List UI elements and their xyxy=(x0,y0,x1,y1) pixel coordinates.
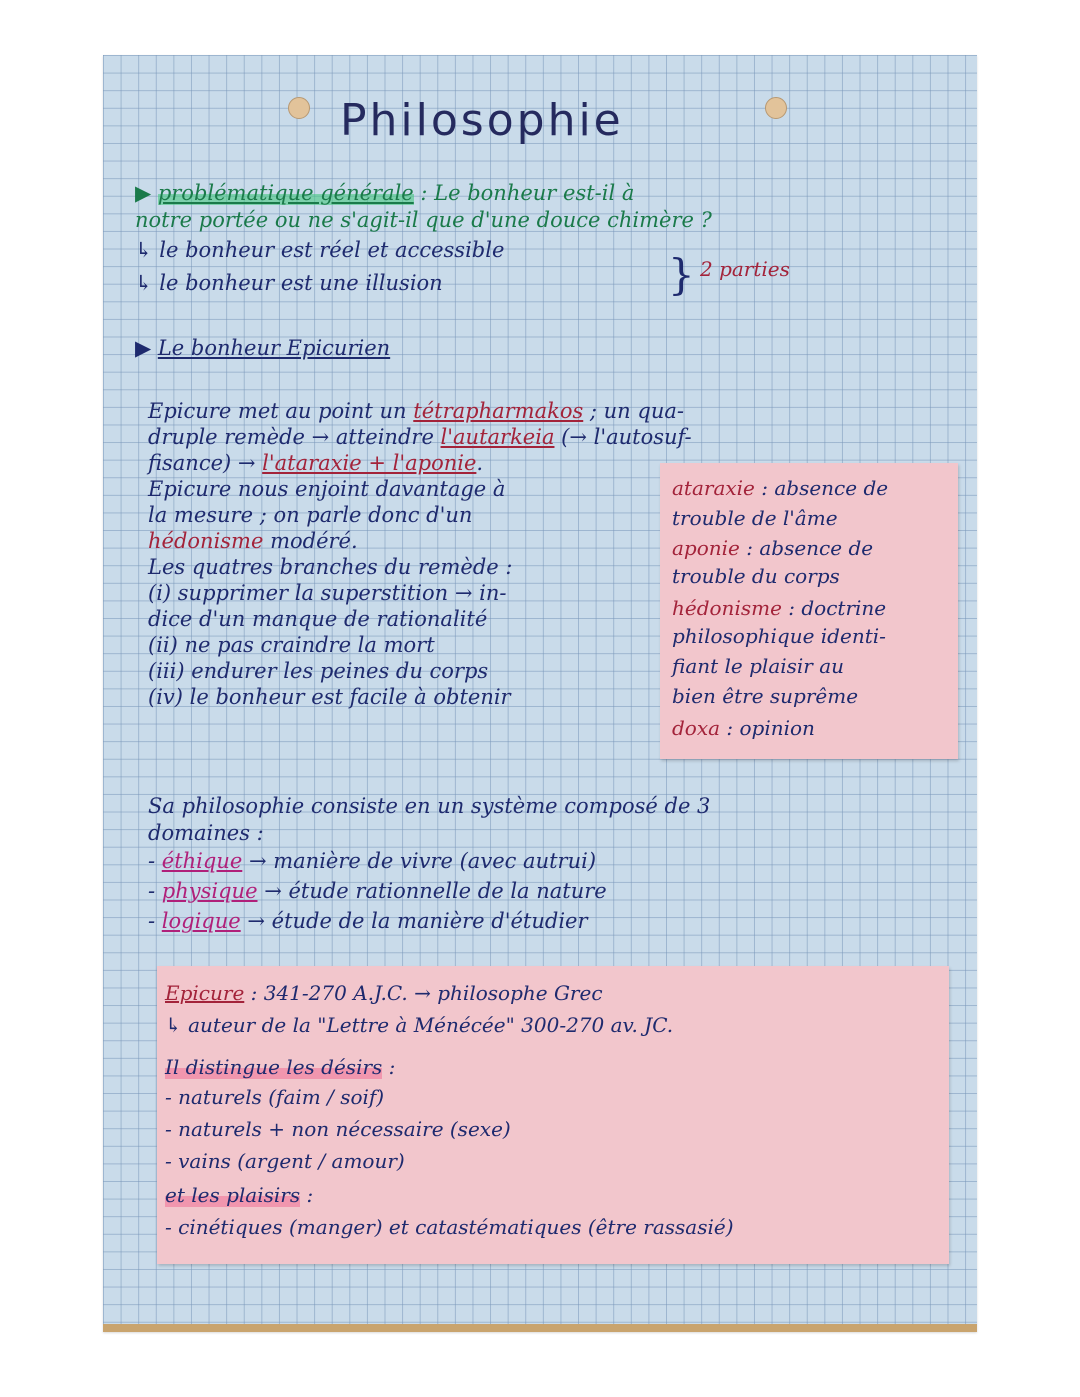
term-ataraxie-aponie: l'ataraxie + l'aponie xyxy=(262,451,477,475)
desir-item-3: - vains (argent / amour) xyxy=(165,1149,405,1173)
body-line-6 xyxy=(148,528,358,554)
body-line-5: la mesure ; on parle donc d'un xyxy=(148,503,473,527)
list-dash: - xyxy=(148,879,162,903)
page-title: Philosophie xyxy=(340,95,624,146)
text-segment: fisance) → xyxy=(148,451,263,475)
desir-item-1: - naturels (faim / soif) xyxy=(165,1085,385,1109)
desirs-intro xyxy=(165,1054,395,1080)
domain-desc: → étude de la manière d'étudier xyxy=(240,909,588,933)
text-segment: modéré. xyxy=(263,529,358,553)
parts-note: 2 parties xyxy=(700,257,790,281)
colon: : xyxy=(300,1183,314,1207)
body-line-12: (iv) le bonheur est facile à obtenir xyxy=(148,685,511,709)
problematique-label: problématique générale xyxy=(157,181,414,205)
def-line-5 xyxy=(672,595,886,621)
desir-item-2: - naturels + non nécessaire (sexe) xyxy=(165,1117,511,1141)
section-1-heading-line xyxy=(135,335,390,361)
body-line-11: (iii) endurer les peines du corps xyxy=(148,659,489,683)
text-segment: druple remède → atteindre xyxy=(148,425,441,449)
plaisirs-item: - cinétiques (manger) et catastématiques (être rassasié) xyxy=(165,1215,734,1239)
domain-item-logique xyxy=(148,908,588,934)
domain-name: éthique xyxy=(161,849,243,873)
body-line-9: dice d'un manque de rationalité xyxy=(148,607,488,631)
def-line-9 xyxy=(672,715,815,741)
list-dash: - xyxy=(148,849,162,873)
def-line-8: bien être suprême xyxy=(672,684,859,708)
def-line-1 xyxy=(672,475,888,501)
def-line-4: trouble du corps xyxy=(672,564,840,588)
epicure-author: ↳ auteur de la "Lettre à Ménécée" 300-270 av. JC. xyxy=(165,1013,674,1037)
def-term: hédonisme xyxy=(672,596,782,620)
domain-item-ethique xyxy=(148,848,596,874)
punch-hole-left xyxy=(288,97,310,119)
paper-bottom-edge xyxy=(103,1324,977,1332)
def-term: aponie xyxy=(672,536,740,560)
def-line-7: fiant le plaisir au xyxy=(672,654,845,678)
triangle-bullet-icon: ▶ xyxy=(135,181,158,205)
def-term: doxa xyxy=(672,716,721,740)
body-line-1 xyxy=(148,398,684,424)
section-2-intro-2: domaines : xyxy=(148,821,264,845)
definitions-sticky-note xyxy=(660,463,958,759)
def-line-2: trouble de l'âme xyxy=(672,506,838,530)
text-segment: ; un qua- xyxy=(583,399,684,423)
problematique-text-1: : Le bonheur est-il à xyxy=(413,181,635,205)
epicure-dates: : 341-270 A.J.C. → philosophe Grec xyxy=(244,981,603,1005)
colon: : xyxy=(382,1055,396,1079)
def-line-6: philosophique identi- xyxy=(672,624,886,648)
problematique-line-1 xyxy=(135,180,634,206)
body-line-7: Les quatres branches du remède : xyxy=(148,555,513,579)
domain-item-physique xyxy=(148,878,607,904)
def-text: : absence de xyxy=(754,476,889,500)
domain-desc: → manière de vivre (avec autrui) xyxy=(242,849,597,873)
def-text: : absence de xyxy=(739,536,874,560)
def-text: : opinion xyxy=(720,716,815,740)
body-line-8: (i) supprimer la superstition → in- xyxy=(148,581,507,605)
section-1-heading: Le bonheur Epicurien xyxy=(157,336,391,360)
desirs-label: Il distingue les désirs xyxy=(165,1055,383,1079)
plaisirs-intro xyxy=(165,1182,313,1208)
plaisirs-label: et les plaisirs xyxy=(165,1183,301,1207)
body-line-10: (ii) ne pas craindre la mort xyxy=(148,633,435,657)
epicure-name: Epicure xyxy=(165,981,245,1005)
problematique-item-1: ↳ le bonheur est réel et accessible xyxy=(135,238,505,262)
section-2-intro-1: Sa philosophie consiste en un système composé de 3 xyxy=(148,794,711,818)
epicure-line-1 xyxy=(165,980,603,1006)
punch-hole-right xyxy=(765,97,787,119)
def-line-3 xyxy=(672,535,873,561)
domain-name: logique xyxy=(161,909,241,933)
curly-bracket: } xyxy=(668,250,695,299)
text-segment: . xyxy=(476,451,484,475)
body-line-2 xyxy=(148,424,692,450)
list-dash: - xyxy=(148,909,162,933)
term-tetrapharmakos: tétrapharmakos xyxy=(413,399,584,423)
term-autarkeia: l'autarkeia xyxy=(440,425,555,449)
problematique-line-2: notre portée ou ne s'agit-il que d'une douce chimère ? xyxy=(135,208,712,232)
problematique-item-2: ↳ le bonheur est une illusion xyxy=(135,271,443,295)
body-line-4: Epicure nous enjoint davantage à xyxy=(148,477,506,501)
domain-name: physique xyxy=(161,879,258,903)
body-line-3 xyxy=(148,450,483,476)
def-term: ataraxie xyxy=(672,476,755,500)
triangle-bullet-icon: ▶ xyxy=(135,336,158,360)
def-text: : doctrine xyxy=(781,596,887,620)
epicure-sticky-note xyxy=(157,966,949,1264)
term-hedonisme: hédonisme xyxy=(148,529,264,553)
text-segment: (→ l'autosuf- xyxy=(554,425,692,449)
text-segment: Epicure met au point un xyxy=(148,399,414,423)
domain-desc: → étude rationnelle de la nature xyxy=(257,879,607,903)
